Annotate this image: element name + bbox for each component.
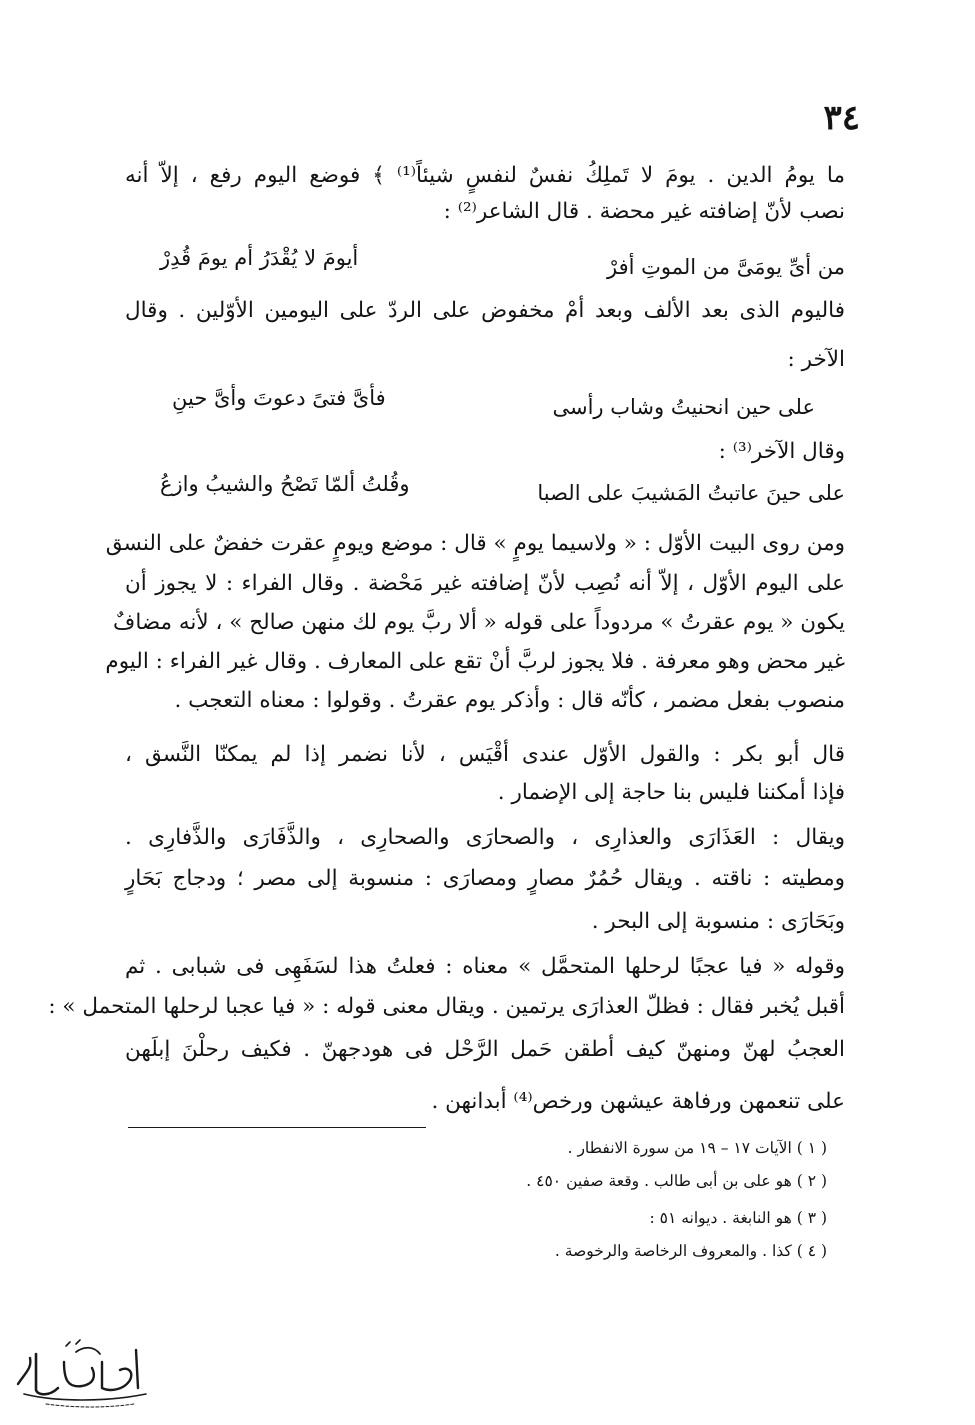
text-line: فإذا أمكننا فليس بنا حاجة إلى الإضمار . [497, 780, 845, 805]
text-line: وقال الآخر⁽³⁾ : [718, 439, 845, 464]
page-number: ٣٤ [823, 98, 860, 138]
text-line: ومطيته : ناقته . ويقال حُمُرٌ مصارٍ ومصارَى : منسوبة إلى مصر ؛ ودجاج بَحَارٍ [125, 866, 845, 891]
text-line: وقوله « فيا عجبًا لرحلها المتحمَّل » معناه : فعلتُ هذا لسَفَهِى فى شبابى . ثم [125, 954, 845, 979]
verse-first-hemistich: على حين انحنيتُ وشاب رأسى [552, 395, 815, 419]
text-line: الآخر : [787, 347, 845, 372]
text-line: أقبل يُخبر فقال : فظلّ العذارَى يرتمين . ويقال معنى قوله : « فيا عجبا لرحلها المتحمل » : [48, 994, 845, 1019]
text-line: وبَحَارَى : منسوبة إلى البحر . [591, 909, 845, 934]
footnote-separator [128, 1127, 426, 1128]
footnote: ( ٢ ) هو على بن أبى طالب . وقعة صفين ٤٥٠ . [526, 1172, 827, 1190]
text-line: غير محض وهو معرفة . فلا يجوز لربَّ أنْ تقع على المعارف . وقال غير الفراء : اليوم [105, 649, 845, 674]
verse-first-hemistich: من أىِّ يومَىَّ من الموتِ أفرْ [606, 255, 845, 279]
footnote: ( ١ ) الآيات ١٧ – ١٩ من سورة الانفطار . [567, 1139, 827, 1157]
text-line: نصب لأنّ إضافته غير محضة . قال الشاعر⁽²⁾ : [443, 199, 845, 224]
text-line: ومن روى البيت الأوّل : « ولاسيما يومٍ » قال : موضع ويومٍ عقرت خفضٌ على النسق [105, 531, 845, 556]
text-line: العجبُ لهنّ ومنهنّ كيف أطقن حَمل الرَّحْل فى هودجهنّ . فكيف رحلْنَ إبلَهن [125, 1037, 845, 1062]
text-line: فاليوم الذى بعد الألف وبعد أمْ مخفوض على الردّ على اليومين الأوّلين . وقال [125, 298, 845, 323]
verse-first-hemistich: على حينَ عاتبتُ المَشيبَ على الصبا [537, 481, 845, 505]
verse-second-hemistich: وقُلتُ ألمّا تَصْحُ والشيبُ وازعُ [160, 472, 410, 496]
verse-second-hemistich: أيومَ لا يُقْدَرُ أم يومَ قُدِرْ [160, 246, 359, 270]
text-line: يكون « يوم عقرتُ » مردوداً على قوله « ألا ربَّ يوم لك منهن صالح » ، لأنه مضافٌ [113, 610, 845, 635]
text-line: منصوب بفعل مضمر ، كأنّه قال : وأذكر يوم عقرتُ . وقولوا : معناه التعجب . [174, 688, 845, 713]
text-line: ما يومُ الدين . يومَ لا تَملِكُ نفسٌ لنفسٍ شيئاً⁽¹⁾ ﴾ فوضع اليوم رفع ، إلاّ أنه [125, 163, 845, 188]
library-stamp-logo [6, 1332, 156, 1412]
text-line: على اليوم الأوّل ، إلاّ أنه نُصِب لأنّ إضافته غير مَحْضة . وقال الفراء : لا يجوز أن [125, 571, 845, 596]
footnote: ( ٤ ) كذا . والمعروف الرخاصة والرخوصة . [554, 1242, 827, 1260]
text-line: ويقال : العَذَارَى والعذارِى ، والصحارَى والصحارِى ، والذَّفَارَى والذَّفارِى . [125, 825, 845, 850]
text-line: على تنعمهن ورفاهة عيشهن ورخص⁽⁴⁾ أبدانهن . [431, 1089, 845, 1114]
verse-second-hemistich: فأىَّ فتىً دعوتَ وأىَّ حينِ [172, 386, 386, 410]
footnote: ( ٣ ) هو النابغة . ديوانه ٥١ : [649, 1209, 827, 1227]
text-line: قال أبو بكر : والقول الأوّل عندى أقْيَس ، لأنا نضمر إذا لم يمكنّا النَّسق ، [125, 742, 845, 767]
